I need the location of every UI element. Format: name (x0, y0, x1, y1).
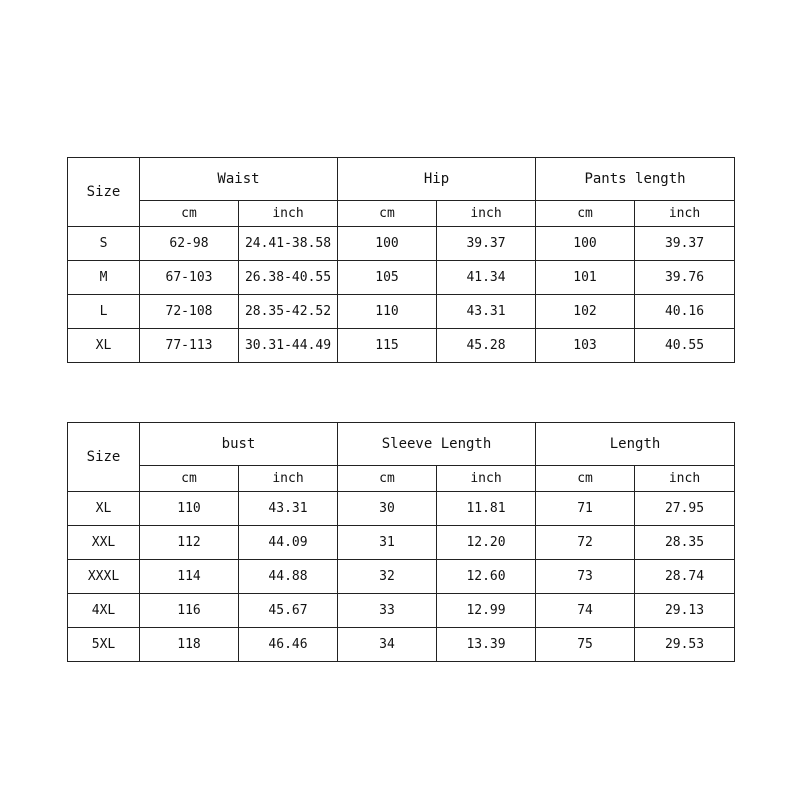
length-cm-cell: 72 (536, 526, 635, 560)
tops-unit-row (68, 466, 735, 492)
length-cm-cell: 71 (536, 492, 635, 526)
unit-header: inch (239, 466, 338, 492)
pants-length-cm-cell: 102 (536, 295, 635, 329)
hip-cm-cell: 100 (338, 227, 437, 261)
length-inch-cell: 27.95 (635, 492, 735, 526)
waist-cm-cell: 77-113 (140, 329, 239, 363)
pants-header-row (68, 158, 735, 201)
unit-header: cm (338, 201, 437, 227)
tops-header-row (68, 423, 735, 466)
length-inch-cell: 29.13 (635, 594, 735, 628)
unit-header: cm (536, 201, 635, 227)
length-header: Length (536, 423, 735, 466)
sleeve-inch-cell: 12.20 (437, 526, 536, 560)
sleeve-cm-cell: 34 (338, 628, 437, 662)
pants-length-inch-cell: 39.76 (635, 261, 735, 295)
size-cell: 4XL (68, 594, 140, 628)
length-inch-cell: 28.35 (635, 526, 735, 560)
sleeve-inch-cell: 12.99 (437, 594, 536, 628)
pants-unit-row (68, 201, 735, 227)
waist-cm-cell: 72-108 (140, 295, 239, 329)
size-column-header: Size (68, 158, 140, 227)
sleeve-length-header: Sleeve Length (338, 423, 536, 466)
waist-header: Waist (140, 158, 338, 201)
waist-inch-cell: 24.41-38.58 (239, 227, 338, 261)
table-row (68, 492, 735, 526)
unit-header: inch (635, 201, 735, 227)
length-inch-cell: 29.53 (635, 628, 735, 662)
sleeve-inch-cell: 12.60 (437, 560, 536, 594)
size-cell: XXL (68, 526, 140, 560)
bust-inch-cell: 46.46 (239, 628, 338, 662)
table-row (68, 295, 735, 329)
tops-size-table (67, 422, 735, 662)
unit-header: inch (437, 201, 536, 227)
table-row (68, 594, 735, 628)
sleeve-cm-cell: 33 (338, 594, 437, 628)
unit-header: cm (338, 466, 437, 492)
pants-size-table (67, 157, 735, 363)
unit-header: cm (140, 466, 239, 492)
sleeve-inch-cell: 11.81 (437, 492, 536, 526)
waist-inch-cell: 28.35-42.52 (239, 295, 338, 329)
bust-cm-cell: 110 (140, 492, 239, 526)
size-cell: XXXL (68, 560, 140, 594)
size-cell: L (68, 295, 140, 329)
unit-header: inch (239, 201, 338, 227)
unit-header: inch (437, 466, 536, 492)
hip-inch-cell: 45.28 (437, 329, 536, 363)
hip-cm-cell: 110 (338, 295, 437, 329)
unit-header: inch (635, 466, 735, 492)
bust-cm-cell: 118 (140, 628, 239, 662)
bust-inch-cell: 44.88 (239, 560, 338, 594)
length-inch-cell: 28.74 (635, 560, 735, 594)
pants-table-body (68, 158, 735, 363)
waist-cm-cell: 67-103 (140, 261, 239, 295)
pants-length-cm-cell: 100 (536, 227, 635, 261)
length-cm-cell: 73 (536, 560, 635, 594)
bust-header: bust (140, 423, 338, 466)
hip-header: Hip (338, 158, 536, 201)
waist-cm-cell: 62-98 (140, 227, 239, 261)
length-cm-cell: 74 (536, 594, 635, 628)
table-row (68, 526, 735, 560)
hip-inch-cell: 39.37 (437, 227, 536, 261)
hip-cm-cell: 115 (338, 329, 437, 363)
size-cell: S (68, 227, 140, 261)
table-row (68, 560, 735, 594)
table-row (68, 261, 735, 295)
hip-inch-cell: 43.31 (437, 295, 536, 329)
size-cell: 5XL (68, 628, 140, 662)
size-cell: XL (68, 329, 140, 363)
bust-inch-cell: 43.31 (239, 492, 338, 526)
bust-inch-cell: 44.09 (239, 526, 338, 560)
pants-length-inch-cell: 40.16 (635, 295, 735, 329)
size-cell: XL (68, 492, 140, 526)
sleeve-cm-cell: 31 (338, 526, 437, 560)
table-row (68, 329, 735, 363)
table-row (68, 628, 735, 662)
unit-header: cm (140, 201, 239, 227)
table-row (68, 227, 735, 261)
waist-inch-cell: 30.31-44.49 (239, 329, 338, 363)
bust-inch-cell: 45.67 (239, 594, 338, 628)
pants-length-header: Pants length (536, 158, 735, 201)
hip-inch-cell: 41.34 (437, 261, 536, 295)
bust-cm-cell: 116 (140, 594, 239, 628)
pants-length-cm-cell: 101 (536, 261, 635, 295)
pants-length-cm-cell: 103 (536, 329, 635, 363)
length-cm-cell: 75 (536, 628, 635, 662)
sleeve-inch-cell: 13.39 (437, 628, 536, 662)
sleeve-cm-cell: 30 (338, 492, 437, 526)
tops-table-body (68, 423, 735, 662)
unit-header: cm (536, 466, 635, 492)
size-column-header: Size (68, 423, 140, 492)
pants-length-inch-cell: 40.55 (635, 329, 735, 363)
sleeve-cm-cell: 32 (338, 560, 437, 594)
pants-length-inch-cell: 39.37 (635, 227, 735, 261)
waist-inch-cell: 26.38-40.55 (239, 261, 338, 295)
hip-cm-cell: 105 (338, 261, 437, 295)
size-cell: M (68, 261, 140, 295)
bust-cm-cell: 112 (140, 526, 239, 560)
bust-cm-cell: 114 (140, 560, 239, 594)
